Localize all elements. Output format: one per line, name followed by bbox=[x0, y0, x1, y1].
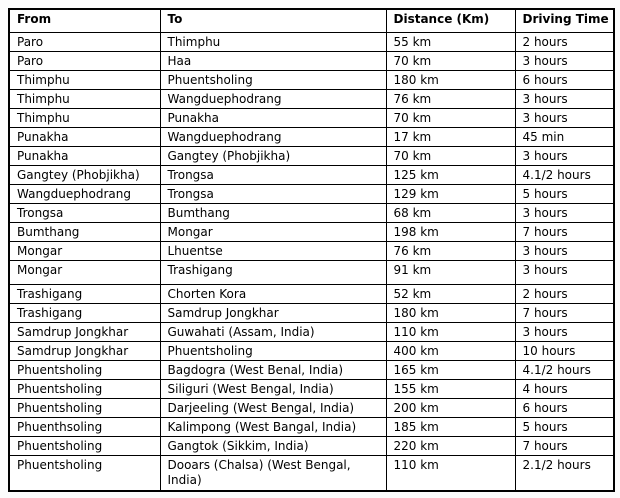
table-cell-distance: 70 km bbox=[386, 51, 515, 70]
table-cell-driving-time: 6 hours bbox=[515, 70, 614, 89]
table-cell-distance: 200 km bbox=[386, 398, 515, 417]
table-cell-distance: 110 km bbox=[386, 322, 515, 341]
table-body bbox=[9, 32, 614, 491]
table-cell-to: Bagdogra (West Benal, India) bbox=[160, 360, 386, 379]
column-header-to: To bbox=[160, 9, 386, 32]
table-cell-driving-time: 7 hours bbox=[515, 222, 614, 241]
table-cell-to: Trongsa bbox=[160, 165, 386, 184]
table-cell-from: Gangtey (Phobjikha) bbox=[9, 165, 160, 184]
table-cell-distance: 17 km bbox=[386, 127, 515, 146]
table-cell-to: Gangtok (Sikkim, India) bbox=[160, 436, 386, 455]
table-cell-to: Wangduephodrang bbox=[160, 89, 386, 108]
table-cell-distance: 70 km bbox=[386, 108, 515, 127]
table-cell-driving-time: 3 hours bbox=[515, 146, 614, 165]
table-row bbox=[9, 417, 614, 436]
table-cell-to: Thimphu bbox=[160, 32, 386, 51]
table-cell-driving-time: 4.1/2 hours bbox=[515, 165, 614, 184]
table-row bbox=[9, 165, 614, 184]
table-cell-from: Samdrup Jongkhar bbox=[9, 322, 160, 341]
table-cell-from: Punakha bbox=[9, 127, 160, 146]
table-cell-from: Bumthang bbox=[9, 222, 160, 241]
table-cell-driving-time: 3 hours bbox=[515, 260, 614, 284]
table-row bbox=[9, 70, 614, 89]
table-cell-from: Trashigang bbox=[9, 303, 160, 322]
table-cell-from: Phuentsholing bbox=[9, 379, 160, 398]
table-cell-from: Phuentsholing bbox=[9, 398, 160, 417]
table-cell-distance: 165 km bbox=[386, 360, 515, 379]
table-cell-from: Thimphu bbox=[9, 89, 160, 108]
table-cell-distance: 129 km bbox=[386, 184, 515, 203]
table-row bbox=[9, 455, 614, 491]
table-row bbox=[9, 436, 614, 455]
table-cell-from: Mongar bbox=[9, 260, 160, 284]
table-cell-to: Dooars (Chalsa) (West Bengal, India) bbox=[160, 455, 386, 491]
table-cell-distance: 185 km bbox=[386, 417, 515, 436]
table-cell-distance: 68 km bbox=[386, 203, 515, 222]
table-row bbox=[9, 360, 614, 379]
table-cell-to: Gangtey (Phobjikha) bbox=[160, 146, 386, 165]
table-row bbox=[9, 127, 614, 146]
table-row bbox=[9, 260, 614, 284]
table-cell-from: Paro bbox=[9, 51, 160, 70]
table-cell-driving-time: 7 hours bbox=[515, 436, 614, 455]
table-cell-driving-time: 2 hours bbox=[515, 32, 614, 51]
table-cell-distance: 110 km bbox=[386, 455, 515, 491]
table-cell-to: Kalimpong (West Bangal, India) bbox=[160, 417, 386, 436]
column-header-distance: Distance (Km) bbox=[386, 9, 515, 32]
table-cell-to: Mongar bbox=[160, 222, 386, 241]
table-cell-to: Bumthang bbox=[160, 203, 386, 222]
table-cell-from: Trongsa bbox=[9, 203, 160, 222]
table-cell-to: Haa bbox=[160, 51, 386, 70]
column-header-from: From bbox=[9, 9, 160, 32]
table-row bbox=[9, 303, 614, 322]
table-cell-driving-time: 5 hours bbox=[515, 417, 614, 436]
column-header-driving-time: Driving Time bbox=[515, 9, 614, 32]
table-cell-distance: 198 km bbox=[386, 222, 515, 241]
table-row bbox=[9, 222, 614, 241]
table-cell-from: Phuentsholing bbox=[9, 455, 160, 491]
table-cell-from: Mongar bbox=[9, 241, 160, 260]
table-cell-driving-time: 10 hours bbox=[515, 341, 614, 360]
table-cell-to: Phuentsholing bbox=[160, 341, 386, 360]
table-cell-distance: 180 km bbox=[386, 70, 515, 89]
table-row bbox=[9, 398, 614, 417]
table-cell-from: Samdrup Jongkhar bbox=[9, 341, 160, 360]
table-row bbox=[9, 203, 614, 222]
table-cell-from: Phuentsholing bbox=[9, 360, 160, 379]
table-row bbox=[9, 284, 614, 303]
table-cell-to: Trashigang bbox=[160, 260, 386, 284]
table-row bbox=[9, 51, 614, 70]
table-row bbox=[9, 322, 614, 341]
table-cell-driving-time: 5 hours bbox=[515, 184, 614, 203]
table-row bbox=[9, 184, 614, 203]
table-cell-driving-time: 7 hours bbox=[515, 303, 614, 322]
table-cell-from: Trashigang bbox=[9, 284, 160, 303]
table-cell-distance: 76 km bbox=[386, 89, 515, 108]
table-cell-driving-time: 6 hours bbox=[515, 398, 614, 417]
table-cell-from: Wangduephodrang bbox=[9, 184, 160, 203]
table-cell-from: Thimphu bbox=[9, 108, 160, 127]
table-row bbox=[9, 379, 614, 398]
table-cell-to: Phuentsholing bbox=[160, 70, 386, 89]
table-cell-distance: 220 km bbox=[386, 436, 515, 455]
table-cell-to: Chorten Kora bbox=[160, 284, 386, 303]
table-cell-distance: 155 km bbox=[386, 379, 515, 398]
table-cell-distance: 180 km bbox=[386, 303, 515, 322]
table-row bbox=[9, 108, 614, 127]
table-cell-distance: 91 km bbox=[386, 260, 515, 284]
table-header-row bbox=[9, 9, 614, 32]
table-cell-distance: 400 km bbox=[386, 341, 515, 360]
table-cell-to: Wangduephodrang bbox=[160, 127, 386, 146]
table-cell-distance: 55 km bbox=[386, 32, 515, 51]
table-cell-from: Phuentsholing bbox=[9, 436, 160, 455]
table-cell-to: Lhuentse bbox=[160, 241, 386, 260]
table-cell-driving-time: 3 hours bbox=[515, 108, 614, 127]
table-row bbox=[9, 89, 614, 108]
table-cell-distance: 52 km bbox=[386, 284, 515, 303]
table-cell-from: Punakha bbox=[9, 146, 160, 165]
table-row bbox=[9, 146, 614, 165]
table-row bbox=[9, 341, 614, 360]
table-cell-driving-time: 2 hours bbox=[515, 284, 614, 303]
table-cell-driving-time: 3 hours bbox=[515, 322, 614, 341]
table-cell-from: Paro bbox=[9, 32, 160, 51]
table-cell-to: Punakha bbox=[160, 108, 386, 127]
table-cell-distance: 70 km bbox=[386, 146, 515, 165]
distance-table bbox=[8, 8, 615, 492]
table-cell-driving-time: 3 hours bbox=[515, 241, 614, 260]
table-cell-to: Darjeeling (West Bengal, India) bbox=[160, 398, 386, 417]
table-cell-to: Siliguri (West Bengal, India) bbox=[160, 379, 386, 398]
table-cell-driving-time: 2.1/2 hours bbox=[515, 455, 614, 491]
table-cell-distance: 76 km bbox=[386, 241, 515, 260]
table-cell-to: Guwahati (Assam, India) bbox=[160, 322, 386, 341]
table-cell-to: Samdrup Jongkhar bbox=[160, 303, 386, 322]
table-cell-driving-time: 3 hours bbox=[515, 51, 614, 70]
table-cell-driving-time: 45 min bbox=[515, 127, 614, 146]
table-cell-from: Thimphu bbox=[9, 70, 160, 89]
table-row bbox=[9, 32, 614, 51]
table-cell-from: Phuenthsoling bbox=[9, 417, 160, 436]
table-cell-distance: 125 km bbox=[386, 165, 515, 184]
table-cell-to: Trongsa bbox=[160, 184, 386, 203]
table-cell-driving-time: 3 hours bbox=[515, 89, 614, 108]
table-cell-driving-time: 3 hours bbox=[515, 203, 614, 222]
table-row bbox=[9, 241, 614, 260]
table-cell-driving-time: 4.1/2 hours bbox=[515, 360, 614, 379]
table-cell-driving-time: 4 hours bbox=[515, 379, 614, 398]
